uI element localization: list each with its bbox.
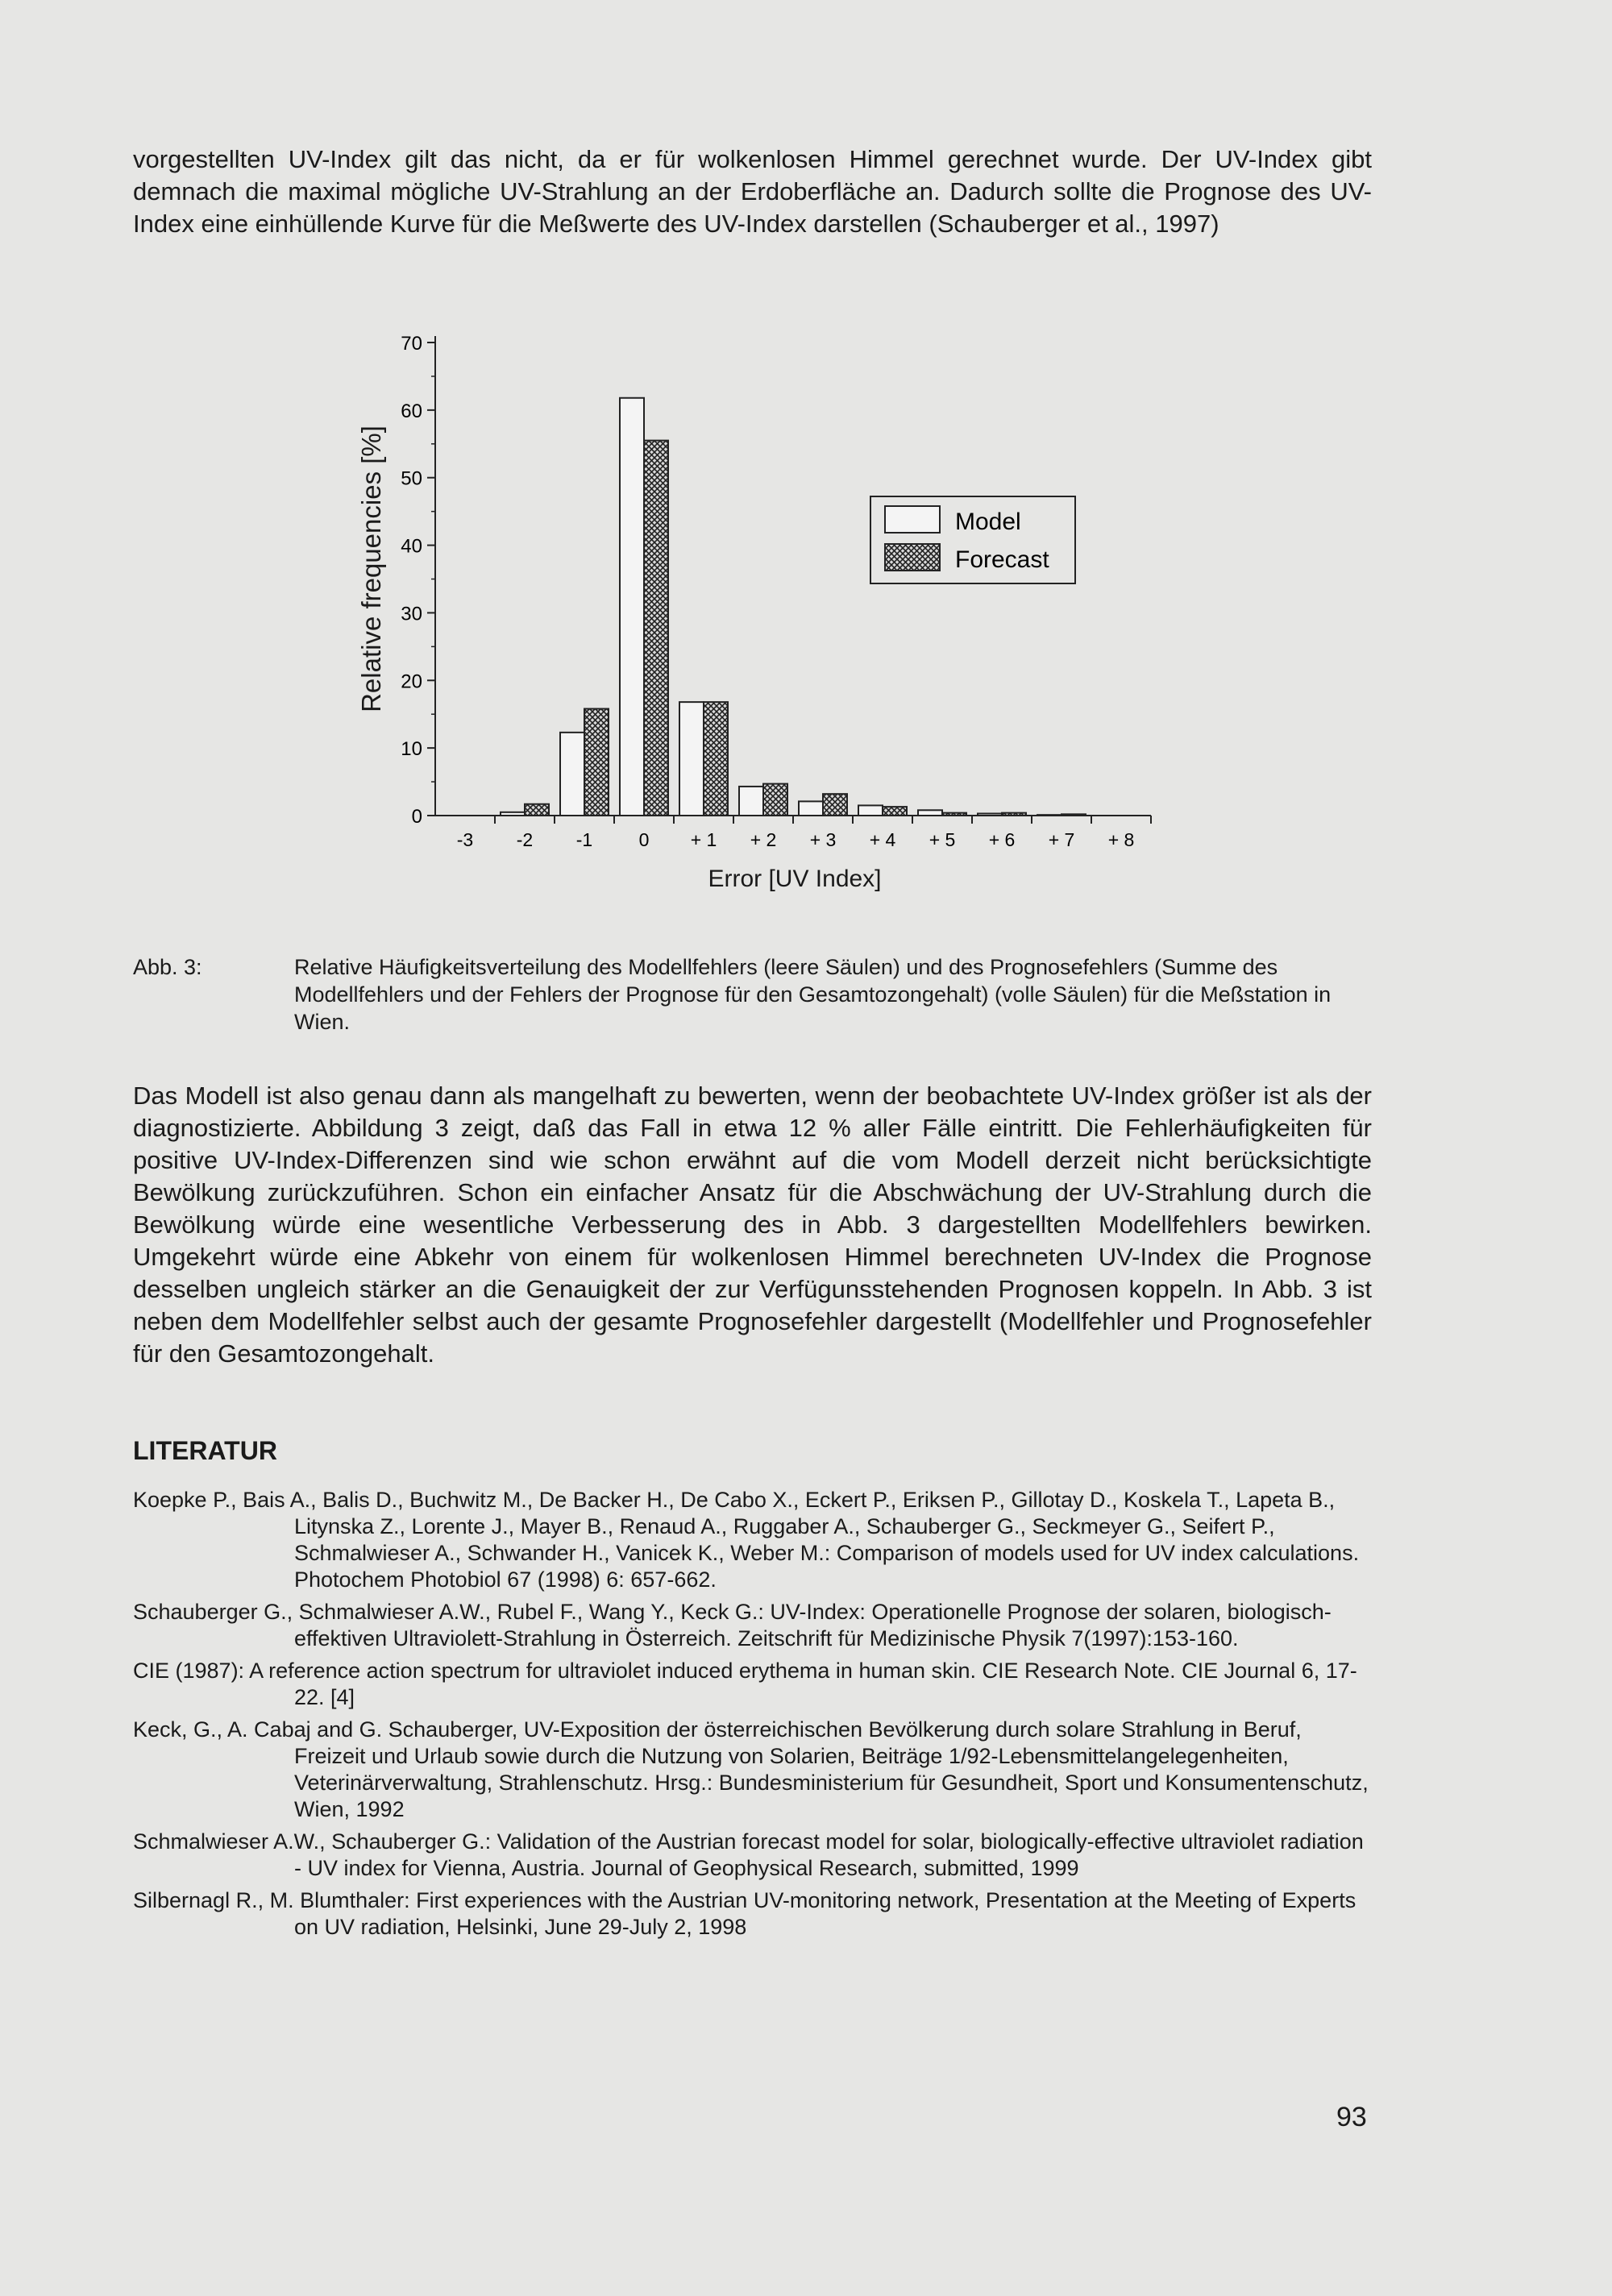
caption-label: Abb. 3: — [133, 955, 202, 979]
reference-item: CIE (1987): A reference action spectrum for ultraviolet induced erythema in human skin. CIE Research Note. CIE Journal 6, 17-22. [4] — [133, 1659, 1357, 1709]
x-tick-label: -3 — [456, 829, 474, 850]
y-tick-label: 50 — [401, 467, 422, 490]
bar-forecast — [942, 813, 966, 816]
bar-forecast — [823, 794, 847, 816]
legend-label-forecast: Forecast — [955, 546, 1049, 573]
legend-swatch-forecast — [885, 544, 940, 571]
bar-model — [739, 787, 763, 816]
x-tick-label: + 1 — [690, 829, 717, 850]
error-frequency-chart — [339, 322, 1185, 903]
bar-model — [978, 813, 1002, 816]
reference-item: Keck, G., A. Cabaj and G. Schauberger, UV-Exposition der österreichischen Bevölkerung durch solare Strahlung in Beruf, Freizeit und Urlaub sowie durch die Nutzung von Solarien, Beiträge 1/92-Lebensmittelangelegenheiten, Veterinärverwaltung, Strahlenschutz. Hrsg.: Bundesministerium für Gesundheit, Sport und Konsumentenschutz, Wien, 1992 — [133, 1717, 1369, 1821]
bar-forecast — [525, 804, 549, 816]
bar-forecast — [644, 441, 668, 816]
bar-model — [858, 805, 883, 816]
x-tick-label: + 8 — [1107, 829, 1135, 850]
y-tick-label: 0 — [411, 806, 422, 828]
bar-forecast — [763, 784, 787, 816]
body-paragraph-2: Das Modell ist also genau dann als mangelhaft zu bewerten, wenn der beobachtete UV-Index größer ist als der diagnostizierte. Abbildung 3 zeigt, daß das Fall in etwa 12 % aller Fälle eintritt. Die Fehlerhäufigkeiten für positive UV-Index-Differenzen sind wie schon erwähnt auf die vom Modell derzeit nicht berücksichtigte Bewölkung zurückzuführen. Schon ein einfacher Ansatz für die Abschwächung der UV-Strahlung durch die Bewölkung würde eine wesentliche Verbesserung des in Abb. 3 dargestellten Modellfehlers bewirken. Umgekehrt würde eine Abkehr von einem für wolkenlosen Himmel berechneten UV-Index die Prognose desselben ungleich stärker an die Genauigkeit der zur Verfügunsstehenden Prognosen koppeln. In Abb. 3 ist neben dem Modellfehler selbst auch der gesamte Prognosefehler dargestellt (Modellfehler und Prognosefehler für den Gesamtozongehalt. — [133, 1082, 1372, 1368]
y-tick-label: 20 — [401, 671, 422, 693]
bar-model — [620, 398, 644, 816]
bar-model — [799, 801, 823, 816]
legend — [870, 496, 1075, 583]
x-tick-label: + 7 — [1048, 829, 1075, 850]
bar-forecast — [584, 709, 609, 816]
x-tick-label: 0 — [638, 829, 650, 850]
x-tick-label: -1 — [575, 829, 593, 850]
legend-label-model: Model — [955, 509, 1021, 535]
bar-forecast — [704, 702, 728, 816]
x-axis-label: Error [UV Index] — [708, 866, 882, 892]
legend-swatch-model — [885, 506, 940, 533]
x-tick-label: -2 — [516, 829, 534, 850]
y-axis-label: Relative frequencies [%] — [356, 426, 386, 712]
caption-text: Relative Häufigkeitsverteilung des Modellfehlers (leere Säulen) und des Prognosefehlers (Summe des Modellfehlers und der Fehlers der Prognose für den Gesamtozongehalt) (volle Säulen) für die Meßstation in Wien. — [294, 955, 1332, 1034]
x-tick-label: + 5 — [929, 829, 956, 850]
page-number: 93 — [1336, 2102, 1367, 2132]
y-tick-label: 40 — [401, 535, 422, 558]
x-tick-label: + 3 — [809, 829, 837, 850]
y-tick-label: 70 — [401, 333, 422, 355]
y-tick-label: 10 — [401, 738, 422, 761]
bar-model — [1037, 815, 1062, 816]
bar-model — [918, 810, 942, 816]
bar-forecast — [883, 807, 907, 816]
literatur-heading: LITERATUR — [133, 1436, 277, 1465]
bar-model — [501, 812, 525, 816]
y-tick-label: 30 — [401, 603, 422, 625]
bar-forecast — [1002, 813, 1026, 816]
reference-item: Silbernagl R., M. Blumthaler: First experiences with the Austrian UV-monitoring network, Presentation at the Meeting of Experts on UV radiation, Helsinki, June 29-July 2, 1998 — [133, 1888, 1356, 1939]
y-tick-label: 60 — [401, 400, 422, 422]
x-tick-label: + 6 — [988, 829, 1016, 850]
reference-item: Schauberger G., Schmalwieser A.W., Rubel F., Wang Y., Keck G.: UV-Index: Operationelle Prognose der solaren, biologisch-effektiven Ultraviolett-Strahlung in Österreich. Zeitschrift für Medizinische Physik 7(1997):153-160. — [133, 1600, 1332, 1650]
reference-item: Koepke P., Bais A., Balis D., Buchwitz M., De Backer H., De Cabo X., Eckert P., Eriksen P., Gillotay D., Koskela T., Lapeta B., Litynska Z., Lorente J., Mayer B., Renaud A., Ruggaber A., Schauberger G., Seckmeyer G., Seifert P., Schmalwieser A., Schwander H., Vanicek K., Weber M.: Comparison of models used for UV index calculations. Photochem Photobiol 67 (1998) 6: 657-662. — [133, 1488, 1360, 1592]
reference-item: Schmalwieser A.W., Schauberger G.: Validation of the Austrian forecast model for solar, biologically-effective ultraviolet radiation - UV index for Vienna, Austria. Journal of Geophysical Research, submitted, 1999 — [133, 1829, 1364, 1880]
bar-forecast — [1062, 814, 1086, 816]
x-tick-label: + 4 — [869, 829, 896, 850]
reference-list — [133, 1487, 1374, 1946]
bar-model — [679, 702, 704, 816]
body-paragraph-1: vorgestellten UV-Index gilt das nicht, da er für wolkenlosen Himmel gerechnet wurde. Der UV-Index gibt demnach die maximal mögliche UV-Strahlung an der Erdoberfläche an. Dadurch sollte die Prognose des UV-Index eine einhüllende Kurve für die Meßwerte des UV-Index darstellen (Schauberger et al., 1997) — [133, 145, 1372, 238]
bar-model — [560, 733, 584, 816]
x-tick-label: + 2 — [750, 829, 777, 850]
